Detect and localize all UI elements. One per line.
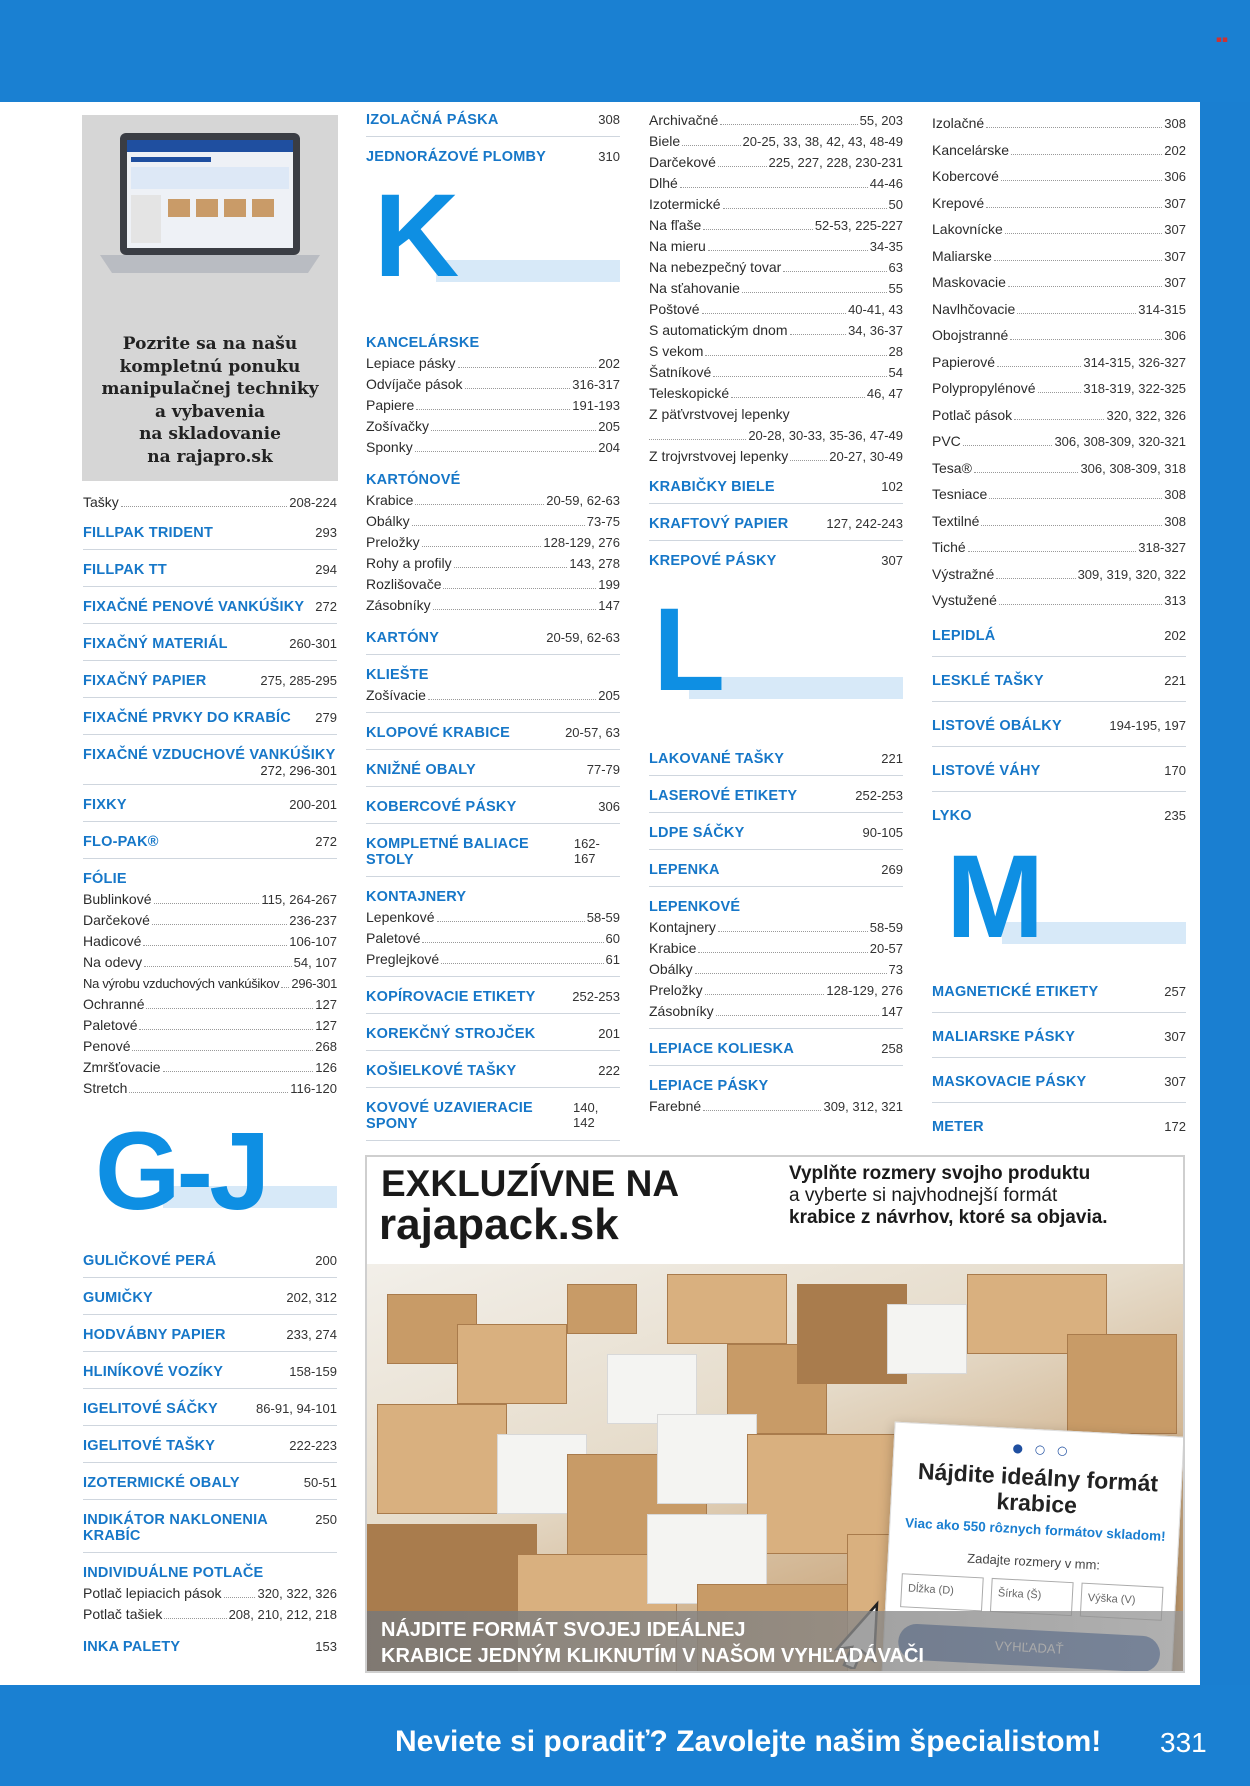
index-subentry[interactable]: Ochranné 127 [83, 996, 337, 1012]
index-entry[interactable]: IGELITOVÉ TAŠKY 222-223 [83, 1438, 337, 1463]
index-entry[interactable]: MALIARSKE PÁSKY 307 [932, 1029, 1186, 1058]
carousel-dots-icon[interactable]: ● ○ ○ [1012, 1440, 1072, 1458]
promo-line: a vybavenia [154, 401, 266, 422]
promo-line: Pozrite sa na našu [122, 334, 298, 354]
index-subentry[interactable]: Na fľaše 52-53, 225-227 [649, 217, 903, 233]
index-subentry[interactable]: Tesniace 308 [932, 486, 1186, 502]
section-letter-m [932, 830, 1186, 984]
index-entry[interactable]: LDPE SÁČKY 90-105 [649, 825, 903, 850]
index-group-folie [83, 871, 337, 1099]
index-subentry[interactable]: Darčekové 225, 227, 228, 230-231 [649, 154, 903, 170]
index-entry[interactable]: LEPENKA 269 [649, 862, 903, 887]
index-subentry[interactable]: Na nebezpečný tovar 63 [649, 259, 903, 275]
index-entry[interactable]: LISTOVÉ OBÁLKY 194-195, 197 [932, 718, 1186, 747]
index-entry[interactable]: INDIKÁTOR NAKLONENIA KRABÍC 250 [83, 1512, 337, 1553]
card-title: Nájdite ideálny formát krabice [917, 1457, 1159, 1519]
banner-headline: EXKLUZÍVNE NA [381, 1163, 680, 1204]
index-subentry[interactable]: Rozlišovače 199 [366, 576, 620, 592]
index-subentry[interactable]: Biele 20-25, 33, 38, 42, 43, 48-49 [649, 133, 903, 149]
index-entry[interactable]: FILLPAK TRIDENT 293 [83, 525, 337, 550]
index-subentry[interactable]: Preložky 128-129, 276 [649, 982, 903, 998]
index-entry[interactable]: FIXAČNÉ VZDUCHOVÉ VANKÚŠIKY 272, 296-301 [83, 747, 337, 785]
index-group-klieste [366, 667, 620, 713]
promo-box[interactable] [82, 115, 338, 481]
footer-cta: Neviete si poradiť? Zavolejte našim špecialistom! [395, 1725, 1102, 1758]
index-entry[interactable]: FILLPAK TT 294 [83, 562, 337, 587]
index-subentry[interactable]: Zmršťovacie 126 [83, 1059, 337, 1075]
index-entry[interactable]: MASKOVACIE PÁSKY 307 [932, 1074, 1186, 1103]
group-title[interactable]: KLIEŠTE [366, 667, 429, 683]
group-title[interactable]: LEPENKOVÉ [649, 899, 741, 915]
index-entry[interactable]: HLINÍKOVÉ VOZÍKY 158-159 [83, 1364, 337, 1389]
card-prompt: Zadajte rozmery v mm: [966, 1550, 1101, 1573]
letter-glyph: G-J [95, 1110, 267, 1233]
index-entry[interactable]: LEPIACE KOLIESKA 258 [649, 1041, 903, 1066]
index-subentry[interactable]: Penové 268 [83, 1038, 337, 1054]
index-subentry[interactable]: Izolačné 308 [932, 115, 1186, 131]
index-entry[interactable]: IGELITOVÉ SÁČKY 86-91, 94-101 [83, 1401, 337, 1426]
index-subentry[interactable]: Na odevy 54, 107 [83, 954, 337, 970]
index-subentry[interactable]: S automatickým dnom 34, 36-37 [649, 322, 903, 338]
height-field[interactable]: Výška (V) [1080, 1583, 1164, 1621]
card-subtitle: Viac ako 550 rôznych formátov skladom! [904, 1515, 1166, 1544]
index-group-lepiace [649, 1078, 903, 1117]
index-entry[interactable]: IZOLAČNÁ PÁSKA 308 [366, 112, 620, 137]
index-subentry[interactable]: Polypropylénové 318-319, 322-325 [932, 380, 1186, 396]
index-subentry[interactable]: Farebné 309, 312, 321 [649, 1098, 903, 1114]
index-subentry[interactable]: Potlač lepiacich pások 320, 322, 326 [83, 1585, 337, 1601]
index-entry[interactable]: KARTÓNY 20-59, 62-63 [366, 630, 620, 655]
index-subentry[interactable]: Papiere 191-193 [366, 397, 620, 413]
length-field[interactable]: Dĺžka (D) [900, 1573, 984, 1611]
index-subentry[interactable]: PVC 306, 308-309, 320-321 [932, 433, 1186, 449]
index-subentry[interactable]: Stretch 116-120 [83, 1080, 337, 1096]
index-entry[interactable]: FIXAČNÉ PENOVÉ VANKÚŠIKY 272 [83, 599, 337, 624]
index-subentry[interactable]: Sponky 204 [366, 439, 620, 455]
laptop-icon [100, 133, 320, 283]
section-letter-g-j [83, 1110, 337, 1253]
index-subentry[interactable]: Lakovnícke 307 [932, 221, 1186, 237]
index-subentry[interactable]: Na mieru 34-35 [649, 238, 903, 254]
index-subentry[interactable]: Na výrobu vzduchových vankúšikov 296-301 [83, 976, 337, 991]
index-subentry[interactable]: Vystužené 313 [932, 592, 1186, 608]
index-subentry[interactable]: Tesa® 306, 308-309, 318 [932, 459, 1186, 476]
index-entry[interactable]: IZOTERMICKÉ OBALY 50-51 [83, 1475, 337, 1500]
index-entry[interactable]: MAGNETICKÉ ETIKETY 257 [932, 984, 1186, 1013]
promo-line: manipulačnej techniky [101, 379, 319, 399]
index-entry[interactable]: KOVOVÉ UZAVIERACIE SPONY 140, 142 [366, 1100, 620, 1141]
index-entry[interactable]: KOPÍROVACIE ETIKETY 252-253 [366, 989, 620, 1014]
letter-glyph: L [653, 584, 726, 716]
index-subentry[interactable]: Z trojvrstvovej lepenky 20-27, 30-49 [649, 448, 903, 464]
letter-bar [436, 260, 620, 282]
index-entry[interactable]: KOMPLETNÉ BALIACE STOLY 162-167 [366, 836, 620, 877]
index-subentry[interactable]: Lepiace pásky 202 [366, 355, 620, 371]
index-subentry[interactable]: Dlhé 44-46 [649, 175, 903, 191]
index-subentry[interactable]: Krepové 307 [932, 194, 1186, 211]
index-subentry[interactable]: Teleskopické 46, 47 [649, 385, 903, 401]
index-subentry[interactable]: Obálky 73-75 [366, 513, 620, 529]
index-entry[interactable]: INKA PALETY 153 [83, 1639, 337, 1655]
group-title[interactable]: KANCELÁRSKE [366, 335, 480, 351]
index-entry[interactable]: LEPIDLÁ 202 [932, 628, 1186, 657]
index-subentry[interactable]: Hadicové 106-107 [83, 933, 337, 949]
index-subentry[interactable]: Maskovacie 307 [932, 274, 1186, 290]
index-entry[interactable]: KNIŽNÉ OBALY 77-79 [366, 762, 620, 787]
index-subentry[interactable]: S vekom 28 [649, 343, 903, 359]
index-subentry[interactable]: Výstražné 309, 319, 320, 322 [932, 565, 1186, 582]
index-subentry[interactable]: Obálky 73 [649, 961, 903, 977]
index-entry[interactable]: LAKOVANÉ TAŠKY 221 [649, 751, 903, 776]
index-entry[interactable]: METER 172 [932, 1118, 1186, 1135]
index-subentry[interactable]: Textilné 308 [932, 512, 1186, 529]
index-subentry[interactable]: Papierové 314-315, 326-327 [932, 353, 1186, 370]
index-entry[interactable]: LASEROVÉ ETIKETY 252-253 [649, 788, 903, 813]
index-subentry[interactable]: Odvíjače pások 316-317 [366, 376, 620, 392]
banner-intro: Vyplňte rozmery svojho produktu a vyberte si najvhodnejší formát krabice z návrhov, ktoré sa objavia. [789, 1163, 1108, 1228]
index-entry[interactable]: FIXKY 200-201 [83, 797, 337, 822]
promo-line: kompletnú ponuku [119, 356, 301, 377]
index-subentry[interactable]: Tiché 318-327 [932, 539, 1186, 555]
index-subentry[interactable]: Zošívačky 205 [366, 418, 620, 434]
group-title[interactable]: FÓLIE [83, 871, 127, 887]
index-subentry[interactable]: Maliarske 307 [932, 247, 1186, 264]
top-band [0, 0, 1250, 102]
group-title[interactable]: KARTÓNOVÉ [366, 472, 461, 488]
index-group-lepenkove [649, 899, 903, 1029]
page-number: 331 [1160, 1727, 1207, 1758]
banner-bottom-strip [367, 1611, 1185, 1673]
index-subentry[interactable]: Archivačné 55, 203 [649, 112, 903, 128]
index-entry[interactable]: LISTOVÉ VÁHY 170 [932, 763, 1186, 792]
index-subentry[interactable]: Izotermické 50 [649, 196, 903, 212]
index-subentry[interactable]: Navlhčovacie 314-315 [932, 300, 1186, 317]
index-entry[interactable]: KRABIČKY BIELE 102 [649, 479, 903, 504]
index-subentry[interactable]: Lepenkové 58-59 [366, 909, 620, 925]
letter-glyph: K [374, 170, 460, 302]
index-group-potlace [83, 1565, 337, 1625]
index-entry[interactable]: KRAFTOVÝ PAPIER 127, 242-243 [649, 516, 903, 541]
index-entry[interactable]: KOREKČNÝ STROJČEK 201 [366, 1026, 620, 1051]
index-entry[interactable]: KOŠIELKOVÉ TAŠKY 222 [366, 1063, 620, 1088]
index-subentry[interactable]: Z päťvrstvovej lepenky 20-28, 30-33, 35-36, 47-49 [649, 406, 903, 443]
index-subentry[interactable]: Na sťahovanie 55 [649, 280, 903, 296]
index-subentry[interactable]: Krabice 20-59, 62-63 [366, 492, 620, 508]
section-letter-k [366, 170, 620, 335]
index-subentry[interactable]: Zošívacie 205 [366, 687, 620, 703]
group-title[interactable]: INDIVIDUÁLNE POTLAČE [83, 1565, 264, 1581]
index-subentry[interactable]: Poštové 40-41, 43 [649, 301, 903, 317]
index-entry[interactable]: LYKO 235 [932, 807, 1186, 824]
banner-bottom-text: NÁJDITE FORMÁT SVOJEJ IDEÁLNEJ KRABICE JEDNÝM KLIKNUTÍM V NAŠOM VYHĽADÁVAČI [381, 1619, 924, 1667]
index-subentry[interactable]: Darčekové 236-237 [83, 912, 337, 928]
index-subentry[interactable]: Kancelárske 202 [932, 141, 1186, 158]
index-entry[interactable]: FLO-PAK® 272 [83, 834, 337, 859]
index-entry[interactable]: KOBERCOVÉ PÁSKY 306 [366, 799, 620, 824]
banner-website[interactable]: rajapack.sk [379, 1200, 619, 1249]
index-group-kancelarske [366, 335, 620, 458]
index-group-kartonove [366, 472, 620, 616]
index-subentry[interactable]: Paletové 127 [83, 1017, 337, 1033]
index-column-1 [83, 492, 337, 1657]
index-subentry[interactable]: Obojstranné 306 [932, 327, 1186, 343]
index-subentry[interactable]: Preglejkové 61 [366, 951, 620, 967]
index-subentry[interactable]: Zásobníky 147 [366, 597, 620, 613]
index-entry[interactable]: FIXAČNÝ MATERIÁL 260-301 [83, 636, 337, 661]
index-group-kontajnery [366, 889, 620, 977]
index-subentry[interactable]: Zásobníky 147 [649, 1003, 903, 1019]
index-subentry[interactable]: Krabice 20-57 [649, 940, 903, 956]
index-entry[interactable]: FIXAČNÝ PAPIER 275, 285-295 [83, 673, 337, 698]
index-subentry[interactable]: Tašky 208-224 [83, 494, 337, 510]
letter-glyph: M [946, 830, 1045, 963]
index-subentry[interactable]: Bublinkové 115, 264-267 [83, 891, 337, 907]
index-column-3 [649, 110, 903, 1131]
index-subentry[interactable]: Potlač pások 320, 322, 326 [932, 406, 1186, 423]
index-entry[interactable]: GUMIČKY 202, 312 [83, 1290, 337, 1315]
group-title[interactable]: LEPIACE PÁSKY [649, 1078, 769, 1094]
index-subentry[interactable]: Šatníkové 54 [649, 364, 903, 380]
promo-text [82, 333, 338, 468]
index-entry[interactable]: GULIČKOVÉ PERÁ 200 [83, 1253, 337, 1278]
index-entry[interactable]: HODVÁBNY PAPIER 233, 274 [83, 1327, 337, 1352]
index-subentry[interactable]: Preložky 128-129, 276 [366, 534, 620, 550]
width-field[interactable]: Šírka (Š) [990, 1578, 1074, 1616]
index-column-2 [366, 112, 620, 1171]
index-subentry[interactable]: Kontajnery 58-59 [649, 919, 903, 935]
promo-line[interactable]: na rajapro.sk [147, 446, 273, 467]
index-entry[interactable]: JEDNORÁZOVÉ PLOMBY 310 [366, 149, 620, 165]
index-subentry[interactable]: Paletové 60 [366, 930, 620, 946]
index-subentry[interactable]: Kobercové 306 [932, 168, 1186, 184]
index-entry[interactable]: FIXAČNÉ PRVKY DO KRABÍC 279 [83, 710, 337, 735]
index-column-4 [932, 110, 1186, 1137]
index-subentry[interactable]: Rohy a profily 143, 278 [366, 555, 620, 571]
rajapack-banner[interactable] [365, 1155, 1185, 1673]
index-entry[interactable]: LESKLÉ TAŠKY 221 [932, 673, 1186, 702]
index-entry[interactable]: KLOPOVÉ KRABICE 20-57, 63 [366, 725, 620, 750]
group-title[interactable]: KONTAJNERY [366, 889, 467, 905]
brand-dots-icon: ▪▪ [1215, 35, 1228, 45]
index-entry[interactable]: KREPOVÉ PÁSKY 307 [649, 553, 903, 569]
promo-line: na skladovanie [139, 424, 281, 444]
index-subentry[interactable]: Potlač tašiek 208, 210, 212, 218 [83, 1606, 337, 1622]
section-letter-l [649, 584, 903, 751]
